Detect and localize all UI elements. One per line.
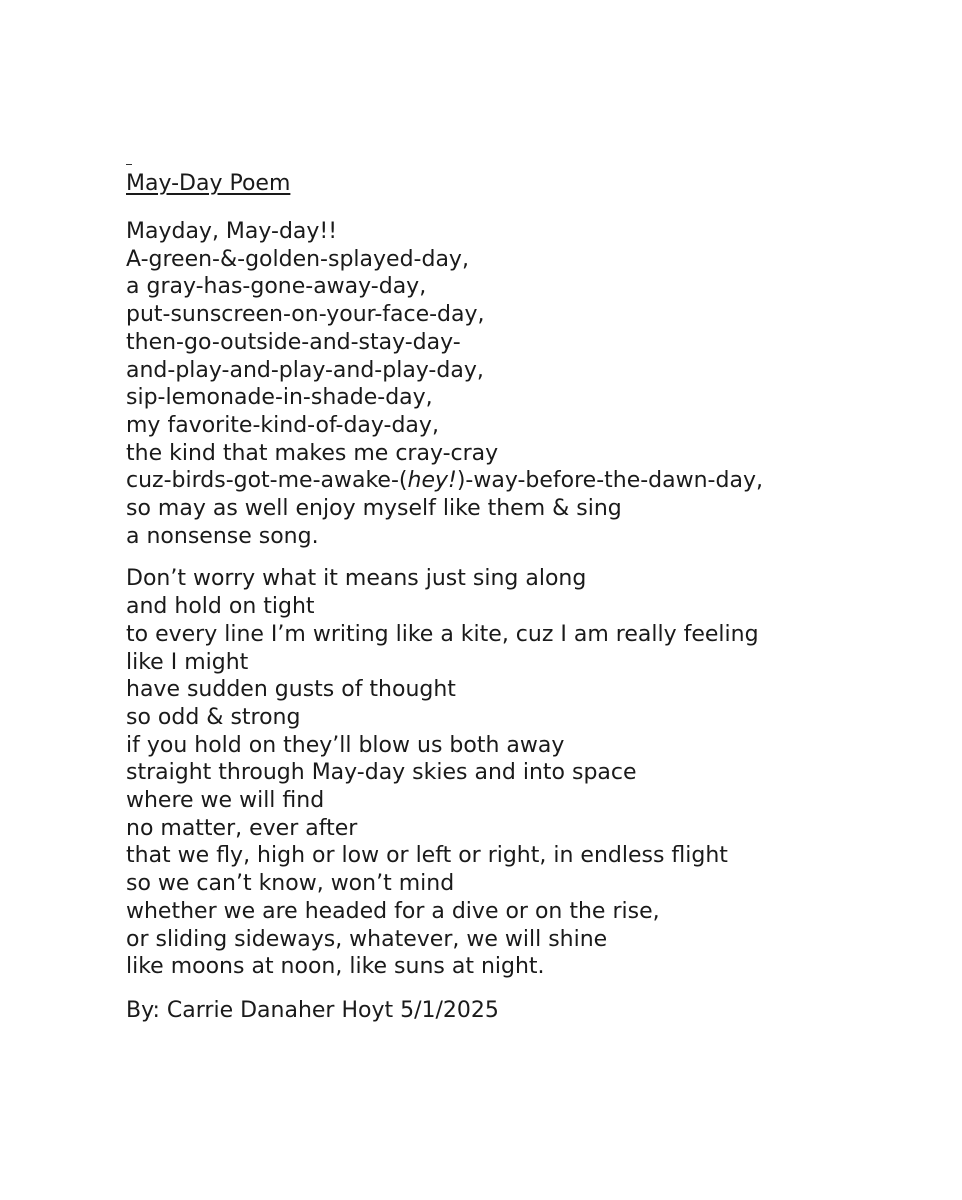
poem-line: like moons at noon, like suns at night. [126,954,545,980]
poem-line: a gray-has-gone-away-day, [126,274,427,300]
poem-line: if you hold on they’ll blow us both away [126,732,565,758]
line-segment: )-way-before-the-dawn-day, [456,468,763,494]
stanza-2 [126,565,936,981]
poem-line: Don’t worry what it means just sing along [126,566,587,592]
author-byline: By: Carrie Danaher Hoyt 5/1/2025 [126,997,499,1023]
italic-word: hey! [407,468,457,494]
poem-line: to every line I’m writing like a kite, cuz I am really feeling [126,621,759,647]
cursor-mark [126,164,132,165]
poem-line: have sudden gusts of thought [126,677,456,703]
poem-line: my favorite-kind-of-day-day, [126,412,439,438]
line-segment: cuz-birds-got-me-awake-( [126,468,408,494]
poem-line: or sliding sideways, whatever, we will shine [126,926,608,952]
poem-line: and hold on tight [126,594,315,620]
poem-line: so may as well enjoy myself like them & sing [126,496,622,522]
poem-line: no matter, ever after [126,815,358,841]
poem-line: A-green-&-golden-splayed-day, [126,246,469,272]
stanza-1 [126,218,936,550]
poem-line: the kind that makes me cray-cray [126,440,499,466]
poem-line: then-go-outside-and-stay-day- [126,329,461,355]
poem-line: sip-lemonade-in-shade-day, [126,385,433,411]
poem-line: that we fly, high or low or left or right, in endless flight [126,843,728,869]
poem-line: whether we are headed for a dive or on the rise, [126,898,660,924]
poem-line: straight through May-day skies and into space [126,760,637,786]
poem-line: and-play-and-play-and-play-day, [126,357,484,383]
poem-line: where we will find [126,788,325,814]
poem-line: Mayday, May-day!! [126,219,338,244]
poem-page [126,150,936,1025]
poem-line-with-italic [126,467,936,495]
poem-line: so we can’t know, won’t mind [126,871,455,897]
poem-title: May-Day Poem [126,171,291,196]
poem-line: a nonsense song. [126,523,319,549]
poem-line: so odd & strong [126,704,301,730]
poem-line: put-sunscreen-on-your-face-day, [126,302,485,328]
poem-line: like I might [126,649,249,675]
